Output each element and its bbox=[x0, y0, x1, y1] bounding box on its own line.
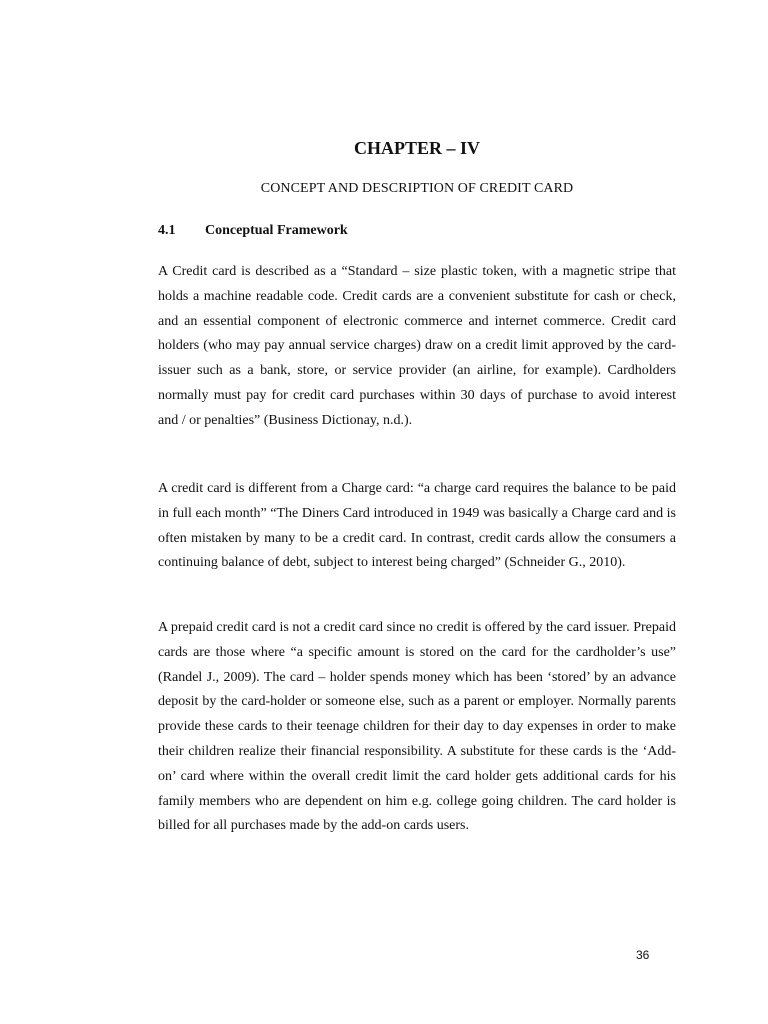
section-title: Conceptual Framework bbox=[205, 223, 348, 238]
page-number: 36 bbox=[636, 948, 650, 962]
chapter-title: CHAPTER – IV bbox=[353, 138, 480, 158]
section-heading bbox=[158, 223, 348, 239]
paragraph-prepaid-card: A prepaid credit card is not a credit card since no credit is offered by the card issuer. Prepaid cards are those where “a specific amount is stored on the card for the cardholder’s use” (Randel J., 2009). The card – holder spends money which has been ‘stored’ by an advance deposit by the card-holder or someone else, such as a parent or employer. Normally parents provide these cards to their teenage children for their day to day expenses in order to make their children realize their financial responsibility. A substitute for these cards is the ‘Add-on’ card where within the overall credit limit the card holder gets additional cards for his family members who are dependent on him e.g. college going children. The card holder is billed for all purchases made by the add-on cards users. bbox=[158, 620, 676, 834]
paragraph-charge-card: A credit card is different from a Charge card: “a charge card requires the balance to be paid in full each month” “The Diners Card introduced in 1949 was basically a Charge card and is often mistaken by many to be a credit card. In contrast, credit cards allow the consumers a continuing balance of debt, subject to interest being charged” (Schneider G., 2010). bbox=[158, 481, 676, 571]
section-number: 4.1 bbox=[158, 223, 176, 238]
chapter-subtitle: CONCEPT AND DESCRIPTION OF CREDIT CARD bbox=[260, 181, 574, 196]
paragraph-credit-card-definition: A Credit card is described as a “Standard – size plastic token, with a magnetic stripe that holds a machine readable code. Credit cards are a convenient substitute for cash or check, and an essential component of electronic commerce and internet commerce. Credit card holders (who may pay annual service charges) draw on a credit limit approved by the card-issuer such as a bank, store, or service provider (an airline, for example). Cardholders normally must pay for credit card purchases within 30 days of purchase to avoid interest and / or penalties” (Business Dictionay, n.d.). bbox=[158, 264, 676, 428]
